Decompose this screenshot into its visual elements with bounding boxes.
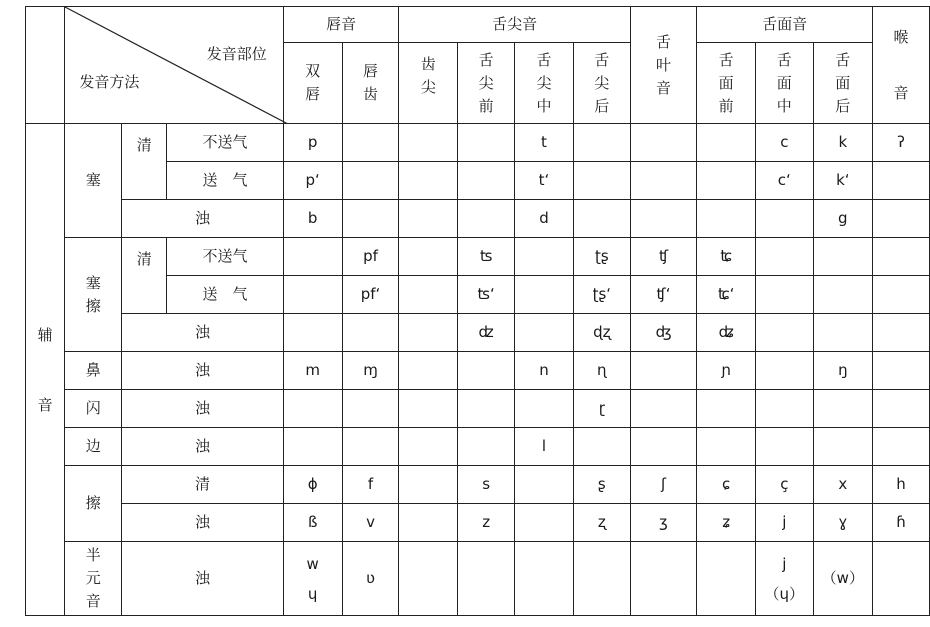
header-labial: 唇音 xyxy=(283,7,399,43)
cell-lateral xyxy=(873,428,930,466)
cell-semi-dorsal-back: （w） xyxy=(813,542,873,616)
cell-aff-unasp: ʈʂ xyxy=(573,238,630,276)
cell-fric-voiceless: ç xyxy=(756,466,814,504)
header-bilabial: 双唇 xyxy=(283,43,342,124)
header-glottal: 喉音 xyxy=(873,7,930,124)
voicing-voiced-semivowel: 浊 xyxy=(122,542,284,616)
manner-lateral: 边 xyxy=(65,428,122,466)
cell-fric-voiceless: f xyxy=(342,466,399,504)
cell-flap xyxy=(756,390,814,428)
voicing-voiced-nasal: 浊 xyxy=(122,352,284,390)
cell-flap: ɽ xyxy=(573,390,630,428)
cell-lateral xyxy=(756,428,814,466)
cell-semi-dorsal-mid xyxy=(756,542,814,616)
cell-nasal xyxy=(458,352,515,390)
manner-affricate: 塞擦 xyxy=(65,238,122,352)
cell-aff-voiced xyxy=(756,314,814,352)
cell-lateral xyxy=(399,428,458,466)
cell-fric-voiceless: h xyxy=(873,466,930,504)
cell-aff-asp xyxy=(399,276,458,314)
header-dorsal-mid: 舌面中 xyxy=(756,43,814,124)
voicing-unaspirated: 不送气 xyxy=(167,124,283,162)
cell-flap xyxy=(283,390,342,428)
manner-fricative: 擦 xyxy=(65,466,122,542)
cell-stop-asp: k‘ xyxy=(813,162,873,200)
cell-aff-unasp xyxy=(515,238,574,276)
cell-fric-voiced: z xyxy=(458,504,515,542)
cell-fric-voiceless xyxy=(399,466,458,504)
cell-lateral xyxy=(813,428,873,466)
header-dorsal-back: 舌面后 xyxy=(813,43,873,124)
corner-header xyxy=(65,7,283,124)
cell-aff-asp: ʈʂ‘ xyxy=(573,276,630,314)
cell-aff-asp: pf‘ xyxy=(342,276,399,314)
place-of-articulation-label: 发音部位 xyxy=(206,45,267,63)
cell-semi-blank xyxy=(630,542,697,616)
cell-flap xyxy=(873,390,930,428)
cell-fric-voiced: ɦ xyxy=(873,504,930,542)
cell-aff-asp xyxy=(873,276,930,314)
header-apical-back: 舌尖后 xyxy=(573,43,630,124)
cell-fric-voiceless: ʃ xyxy=(630,466,697,504)
cell-aff-unasp xyxy=(399,238,458,276)
header-apical: 舌尖音 xyxy=(399,7,630,43)
manner-semivowel: 半元音 xyxy=(65,542,122,616)
manner-of-articulation-label: 发音方法 xyxy=(79,73,140,91)
cell-semi-bilabial xyxy=(283,542,342,616)
cell-lateral xyxy=(573,428,630,466)
cell-stop-voiced xyxy=(630,200,697,238)
cell-stop-voiced: g xyxy=(813,200,873,238)
semi-bilabial-w: w xyxy=(306,554,319,573)
cell-stop-asp xyxy=(342,162,399,200)
consonant-label: 辅音 xyxy=(26,124,65,616)
cell-aff-asp: ʨ‘ xyxy=(697,276,756,314)
cell-fric-voiced: ʐ xyxy=(573,504,630,542)
cell-aff-asp xyxy=(813,276,873,314)
cell-stop-unasp xyxy=(573,124,630,162)
voicing-voiced-affricate: 浊 xyxy=(122,314,284,352)
ipa-consonant-table xyxy=(25,6,930,616)
cell-stop-voiced: b xyxy=(283,200,342,238)
voicing-voiceless-fricative: 清 xyxy=(122,466,284,504)
voicing-aspirated: 送 气 xyxy=(167,162,283,200)
cell-nasal: ɳ xyxy=(573,352,630,390)
cell-fric-voiced: ɣ xyxy=(813,504,873,542)
cell-stop-unasp xyxy=(697,124,756,162)
cell-nasal: ɲ xyxy=(697,352,756,390)
cell-flap xyxy=(342,390,399,428)
voicing-voiced-flap: 浊 xyxy=(122,390,284,428)
cell-nasal xyxy=(756,352,814,390)
cell-flap xyxy=(399,390,458,428)
cell-fric-voiceless: x xyxy=(813,466,873,504)
cell-stop-asp: t‘ xyxy=(515,162,574,200)
cell-stop-unasp xyxy=(458,124,515,162)
cell-fric-voiced: ß xyxy=(283,504,342,542)
cell-fric-voiceless: ɕ xyxy=(697,466,756,504)
consonant-label-cell xyxy=(26,7,65,124)
cell-semi-labiodental: ʋ xyxy=(342,542,399,616)
voicing-voiced-stop: 浊 xyxy=(122,200,284,238)
cell-semi-blank xyxy=(458,542,515,616)
cell-stop-asp xyxy=(873,162,930,200)
cell-lateral: l xyxy=(515,428,574,466)
semi-dorsal-mid-turned-h: （ɥ） xyxy=(764,584,805,603)
cell-fric-voiceless xyxy=(515,466,574,504)
header-dental: 齿尖 xyxy=(399,43,458,124)
cell-aff-asp xyxy=(515,276,574,314)
cell-stop-voiced xyxy=(342,200,399,238)
cell-flap xyxy=(813,390,873,428)
cell-stop-unasp: p xyxy=(283,124,342,162)
cell-nasal xyxy=(399,352,458,390)
cell-stop-voiced xyxy=(756,200,814,238)
cell-lateral xyxy=(458,428,515,466)
cell-lateral xyxy=(342,428,399,466)
cell-stop-voiced xyxy=(573,200,630,238)
header-laminal: 舌叶音 xyxy=(630,7,697,124)
cell-stop-unasp: c xyxy=(756,124,814,162)
cell-semi-blank xyxy=(697,542,756,616)
cell-stop-asp: c‘ xyxy=(756,162,814,200)
cell-stop-voiced xyxy=(399,200,458,238)
cell-stop-voiced xyxy=(697,200,756,238)
cell-aff-asp: ʦ‘ xyxy=(458,276,515,314)
cell-aff-asp xyxy=(283,276,342,314)
cell-lateral xyxy=(630,428,697,466)
cell-aff-voiced xyxy=(873,314,930,352)
cell-fric-voiced: v xyxy=(342,504,399,542)
cell-aff-voiced: ɖʐ xyxy=(573,314,630,352)
header-dorsal-front: 舌面前 xyxy=(697,43,756,124)
cell-aff-unasp xyxy=(756,238,814,276)
cell-fric-voiceless: ɸ xyxy=(283,466,342,504)
cell-semi-blank xyxy=(399,542,458,616)
cell-nasal: m xyxy=(283,352,342,390)
manner-nasal: 鼻 xyxy=(65,352,122,390)
cell-aff-voiced xyxy=(342,314,399,352)
voicing-voiced-lateral: 浊 xyxy=(122,428,284,466)
cell-fric-voiced: ʑ xyxy=(697,504,756,542)
cell-aff-unasp: ʦ xyxy=(458,238,515,276)
cell-semi-blank xyxy=(873,542,930,616)
cell-semi-blank xyxy=(515,542,574,616)
cell-aff-voiced: ʤ xyxy=(630,314,697,352)
cell-stop-unasp xyxy=(342,124,399,162)
cell-aff-unasp xyxy=(873,238,930,276)
cell-stop-voiced xyxy=(458,200,515,238)
cell-stop-unasp: k xyxy=(813,124,873,162)
cell-aff-unasp: ʨ xyxy=(697,238,756,276)
manner-stop: 塞 xyxy=(65,124,122,238)
voicing-voiceless-stop: 清 xyxy=(122,124,167,200)
cell-stop-asp xyxy=(630,162,697,200)
semi-bilabial-turned-h: ɥ xyxy=(307,584,318,603)
cell-fric-voiceless: ʂ xyxy=(573,466,630,504)
cell-aff-unasp xyxy=(813,238,873,276)
cell-fric-voiced: j xyxy=(756,504,814,542)
cell-stop-asp xyxy=(458,162,515,200)
cell-nasal xyxy=(630,352,697,390)
cell-nasal: n xyxy=(515,352,574,390)
cell-nasal: ɱ xyxy=(342,352,399,390)
voicing-voiceless-affricate: 清 xyxy=(122,238,167,314)
cell-fric-voiced xyxy=(515,504,574,542)
header-apical-mid: 舌尖中 xyxy=(515,43,574,124)
cell-fric-voiced xyxy=(399,504,458,542)
cell-aff-voiced xyxy=(515,314,574,352)
cell-aff-voiced xyxy=(399,314,458,352)
cell-aff-voiced xyxy=(283,314,342,352)
cell-aff-unasp: pf xyxy=(342,238,399,276)
cell-stop-unasp xyxy=(630,124,697,162)
cell-stop-unasp: ʔ xyxy=(873,124,930,162)
cell-stop-asp xyxy=(697,162,756,200)
cell-aff-unasp: ʧ xyxy=(630,238,697,276)
cell-lateral xyxy=(697,428,756,466)
cell-aff-asp xyxy=(756,276,814,314)
corner-diagonal xyxy=(65,7,288,124)
cell-aff-asp: ʧ‘ xyxy=(630,276,697,314)
voicing-aspirated: 送 气 xyxy=(167,276,283,314)
manner-flap: 闪 xyxy=(65,390,122,428)
cell-fric-voiced: ʒ xyxy=(630,504,697,542)
cell-semi-blank xyxy=(573,542,630,616)
cell-flap xyxy=(515,390,574,428)
cell-stop-unasp xyxy=(399,124,458,162)
cell-flap xyxy=(697,390,756,428)
header-labiodental: 唇齿 xyxy=(342,43,399,124)
cell-aff-voiced: ʥ xyxy=(697,314,756,352)
cell-stop-unasp: t xyxy=(515,124,574,162)
cell-lateral xyxy=(283,428,342,466)
cell-stop-asp: p‘ xyxy=(283,162,342,200)
cell-nasal xyxy=(873,352,930,390)
cell-stop-asp xyxy=(573,162,630,200)
header-dorsal: 舌面音 xyxy=(697,7,873,43)
semi-dorsal-mid-j: j xyxy=(782,554,787,573)
cell-flap xyxy=(630,390,697,428)
cell-aff-unasp xyxy=(283,238,342,276)
cell-aff-voiced: ʣ xyxy=(458,314,515,352)
cell-nasal: ŋ xyxy=(813,352,873,390)
voicing-voiced-fricative: 浊 xyxy=(122,504,284,542)
voicing-unaspirated: 不送气 xyxy=(167,238,283,276)
cell-stop-asp xyxy=(399,162,458,200)
header-apical-front: 舌尖前 xyxy=(458,43,515,124)
cell-stop-voiced xyxy=(873,200,930,238)
cell-fric-voiceless: s xyxy=(458,466,515,504)
cell-stop-voiced: d xyxy=(515,200,574,238)
cell-aff-voiced xyxy=(813,314,873,352)
cell-flap xyxy=(458,390,515,428)
